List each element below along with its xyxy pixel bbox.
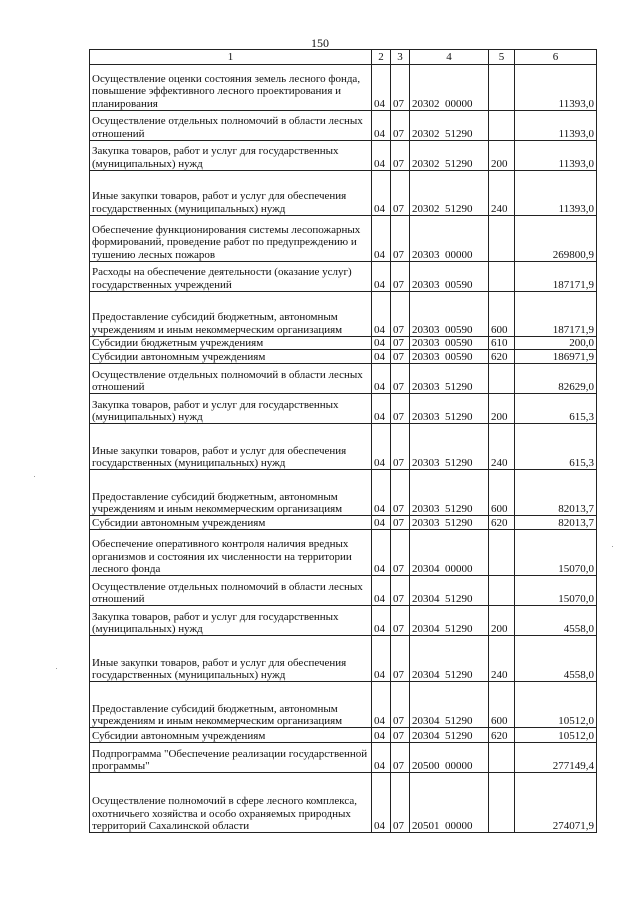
row-section-cell: 04 bbox=[372, 262, 391, 292]
row-section-cell: 04 bbox=[372, 516, 391, 530]
row-subsection-cell: 07 bbox=[391, 65, 410, 111]
row-expense-type-cell: 600 bbox=[489, 292, 515, 337]
row-name-cell: Осуществление отдельных полномочий в области лесных отношений bbox=[90, 364, 372, 394]
row-subsection-cell: 07 bbox=[391, 606, 410, 636]
row-target-code-cell: 20303 00000 bbox=[410, 216, 489, 262]
row-name-cell: Осуществление отдельных полномочий в области лесных отношений bbox=[90, 111, 372, 141]
row-name-cell: Иные закупки товаров, работ и услуг для обеспечения государственных (муниципальных) нужд bbox=[90, 636, 372, 682]
table-row bbox=[90, 141, 597, 171]
row-subsection-cell: 07 bbox=[391, 424, 410, 470]
row-target-code-cell: 20303 00590 bbox=[410, 337, 489, 350]
table-row bbox=[90, 111, 597, 141]
row-amount-cell: 4558,0 bbox=[515, 636, 597, 682]
row-target-code-cell: 20303 51290 bbox=[410, 470, 489, 516]
row-expense-type-cell: 240 bbox=[489, 424, 515, 470]
table-row bbox=[90, 171, 597, 216]
row-name-cell: Предоставление субсидий бюджетным, автономным учреждениям и иным некоммерческим организациям bbox=[90, 682, 372, 728]
column-header: 2 bbox=[372, 50, 391, 65]
row-name-cell: Субсидии бюджетным учреждениям bbox=[90, 337, 372, 350]
row-expense-type-cell bbox=[489, 576, 515, 606]
row-name-cell: Осуществление оценки состояния земель лесного фонда, повышение эффективного лесного проектирования и планирования bbox=[90, 65, 372, 111]
row-expense-type-cell bbox=[489, 743, 515, 773]
row-expense-type-cell: 600 bbox=[489, 682, 515, 728]
row-subsection-cell: 07 bbox=[391, 576, 410, 606]
table-row bbox=[90, 530, 597, 576]
row-amount-cell: 615,3 bbox=[515, 394, 597, 424]
row-subsection-cell: 07 bbox=[391, 292, 410, 337]
row-expense-type-cell: 240 bbox=[489, 171, 515, 216]
row-section-cell: 04 bbox=[372, 292, 391, 337]
row-amount-cell: 11393,0 bbox=[515, 171, 597, 216]
row-name-cell: Предоставление субсидий бюджетным, автономным учреждениям и иным некоммерческим организациям bbox=[90, 470, 372, 516]
row-expense-type-cell: 200 bbox=[489, 606, 515, 636]
row-target-code-cell: 20302 51290 bbox=[410, 111, 489, 141]
column-number-row bbox=[90, 50, 597, 65]
row-subsection-cell: 07 bbox=[391, 728, 410, 743]
table-row bbox=[90, 743, 597, 773]
row-name-cell: Обеспечение оперативного контроля наличия вредных организмов и состояния их численности на территории лесного фонда bbox=[90, 530, 372, 576]
column-header: 4 bbox=[410, 50, 489, 65]
row-subsection-cell: 07 bbox=[391, 262, 410, 292]
row-subsection-cell: 07 bbox=[391, 743, 410, 773]
table-row bbox=[90, 682, 597, 728]
row-target-code-cell: 20302 51290 bbox=[410, 141, 489, 171]
row-section-cell: 04 bbox=[372, 350, 391, 364]
row-subsection-cell: 07 bbox=[391, 530, 410, 576]
row-subsection-cell: 07 bbox=[391, 337, 410, 350]
row-expense-type-cell bbox=[489, 530, 515, 576]
row-target-code-cell: 20303 51290 bbox=[410, 424, 489, 470]
row-section-cell: 04 bbox=[372, 364, 391, 394]
row-expense-type-cell bbox=[489, 364, 515, 394]
row-target-code-cell: 20304 51290 bbox=[410, 682, 489, 728]
row-target-code-cell: 20304 51290 bbox=[410, 576, 489, 606]
row-name-cell: Закупка товаров, работ и услуг для государственных (муниципальных) нужд bbox=[90, 606, 372, 636]
row-name-cell: Субсидии автономным учреждениям bbox=[90, 350, 372, 364]
row-target-code-cell: 20303 51290 bbox=[410, 516, 489, 530]
row-subsection-cell: 07 bbox=[391, 636, 410, 682]
row-subsection-cell: 07 bbox=[391, 111, 410, 141]
row-expense-type-cell bbox=[489, 262, 515, 292]
table-row bbox=[90, 216, 597, 262]
row-target-code-cell: 20304 51290 bbox=[410, 728, 489, 743]
row-target-code-cell: 20500 00000 bbox=[410, 743, 489, 773]
row-name-cell: Расходы на обеспечение деятельности (оказание услуг) государственных учреждений bbox=[90, 262, 372, 292]
row-amount-cell: 11393,0 bbox=[515, 65, 597, 111]
row-subsection-cell: 07 bbox=[391, 773, 410, 833]
row-expense-type-cell: 620 bbox=[489, 350, 515, 364]
table-row bbox=[90, 65, 597, 111]
table-row bbox=[90, 516, 597, 530]
row-section-cell: 04 bbox=[372, 424, 391, 470]
table-body bbox=[90, 50, 597, 833]
row-expense-type-cell bbox=[489, 216, 515, 262]
row-subsection-cell: 07 bbox=[391, 682, 410, 728]
row-subsection-cell: 07 bbox=[391, 216, 410, 262]
row-target-code-cell: 20302 51290 bbox=[410, 171, 489, 216]
row-expense-type-cell: 610 bbox=[489, 337, 515, 350]
column-header: 5 bbox=[489, 50, 515, 65]
row-target-code-cell: 20303 51290 bbox=[410, 364, 489, 394]
row-expense-type-cell bbox=[489, 65, 515, 111]
row-subsection-cell: 07 bbox=[391, 470, 410, 516]
row-expense-type-cell: 620 bbox=[489, 728, 515, 743]
row-amount-cell: 615,3 bbox=[515, 424, 597, 470]
row-amount-cell: 15070,0 bbox=[515, 530, 597, 576]
table-row bbox=[90, 350, 597, 364]
row-amount-cell: 274071,9 bbox=[515, 773, 597, 833]
row-amount-cell: 277149,4 bbox=[515, 743, 597, 773]
table-row bbox=[90, 728, 597, 743]
row-section-cell: 04 bbox=[372, 111, 391, 141]
table-row bbox=[90, 292, 597, 337]
row-name-cell: Закупка товаров, работ и услуг для государственных (муниципальных) нужд bbox=[90, 141, 372, 171]
row-subsection-cell: 07 bbox=[391, 350, 410, 364]
row-section-cell: 04 bbox=[372, 606, 391, 636]
row-section-cell: 04 bbox=[372, 682, 391, 728]
table-row bbox=[90, 606, 597, 636]
row-section-cell: 04 bbox=[372, 636, 391, 682]
row-name-cell: Субсидии автономным учреждениям bbox=[90, 516, 372, 530]
row-name-cell: Подпрограмма "Обеспечение реализации государственной программы" bbox=[90, 743, 372, 773]
row-amount-cell: 186971,9 bbox=[515, 350, 597, 364]
row-target-code-cell: 20304 51290 bbox=[410, 606, 489, 636]
row-subsection-cell: 07 bbox=[391, 141, 410, 171]
row-amount-cell: 10512,0 bbox=[515, 728, 597, 743]
row-expense-type-cell: 600 bbox=[489, 470, 515, 516]
row-amount-cell: 11393,0 bbox=[515, 111, 597, 141]
row-name-cell: Осуществление отдельных полномочий в области лесных отношений bbox=[90, 576, 372, 606]
budget-table bbox=[89, 49, 597, 833]
row-expense-type-cell: 200 bbox=[489, 394, 515, 424]
row-name-cell: Осуществление полномочий в сфере лесного комплекса, охотничьего хозяйства и особо охраняемых природных территорий Сахалинской области bbox=[90, 773, 372, 833]
row-target-code-cell: 20303 00590 bbox=[410, 350, 489, 364]
row-name-cell: Обеспечение функционирования системы лесопожарных формирований, проведение работ по предупреждению и тушению лесных пожаров bbox=[90, 216, 372, 262]
row-section-cell: 04 bbox=[372, 470, 391, 516]
row-target-code-cell: 20304 00000 bbox=[410, 530, 489, 576]
row-subsection-cell: 07 bbox=[391, 171, 410, 216]
row-section-cell: 04 bbox=[372, 773, 391, 833]
row-target-code-cell: 20303 00590 bbox=[410, 292, 489, 337]
row-section-cell: 04 bbox=[372, 141, 391, 171]
row-amount-cell: 187171,9 bbox=[515, 262, 597, 292]
column-header: 3 bbox=[391, 50, 410, 65]
row-section-cell: 04 bbox=[372, 743, 391, 773]
row-section-cell: 04 bbox=[372, 337, 391, 350]
table-row bbox=[90, 576, 597, 606]
row-target-code-cell: 20303 51290 bbox=[410, 394, 489, 424]
row-section-cell: 04 bbox=[372, 394, 391, 424]
row-expense-type-cell: 620 bbox=[489, 516, 515, 530]
row-amount-cell: 82629,0 bbox=[515, 364, 597, 394]
row-target-code-cell: 20501 00000 bbox=[410, 773, 489, 833]
scan-speck bbox=[612, 546, 613, 547]
scan-speck bbox=[56, 668, 57, 669]
row-amount-cell: 4558,0 bbox=[515, 606, 597, 636]
table-row bbox=[90, 773, 597, 833]
row-expense-type-cell bbox=[489, 773, 515, 833]
row-amount-cell: 187171,9 bbox=[515, 292, 597, 337]
row-amount-cell: 82013,7 bbox=[515, 470, 597, 516]
row-section-cell: 04 bbox=[372, 216, 391, 262]
table-row bbox=[90, 636, 597, 682]
row-section-cell: 04 bbox=[372, 576, 391, 606]
table-row bbox=[90, 424, 597, 470]
row-subsection-cell: 07 bbox=[391, 516, 410, 530]
column-header: 6 bbox=[515, 50, 597, 65]
row-amount-cell: 82013,7 bbox=[515, 516, 597, 530]
table-row bbox=[90, 262, 597, 292]
column-header: 1 bbox=[90, 50, 372, 65]
row-expense-type-cell: 200 bbox=[489, 141, 515, 171]
table-row bbox=[90, 337, 597, 350]
scan-speck bbox=[34, 476, 35, 477]
row-expense-type-cell: 240 bbox=[489, 636, 515, 682]
row-amount-cell: 11393,0 bbox=[515, 141, 597, 171]
table-row bbox=[90, 364, 597, 394]
row-subsection-cell: 07 bbox=[391, 394, 410, 424]
row-target-code-cell: 20304 51290 bbox=[410, 636, 489, 682]
row-section-cell: 04 bbox=[372, 530, 391, 576]
row-amount-cell: 15070,0 bbox=[515, 576, 597, 606]
row-name-cell: Предоставление субсидий бюджетным, автономным учреждениям и иным некоммерческим организациям bbox=[90, 292, 372, 337]
row-amount-cell: 269800,9 bbox=[515, 216, 597, 262]
row-amount-cell: 200,0 bbox=[515, 337, 597, 350]
row-expense-type-cell bbox=[489, 111, 515, 141]
row-target-code-cell: 20302 00000 bbox=[410, 65, 489, 111]
row-name-cell: Иные закупки товаров, работ и услуг для обеспечения государственных (муниципальных) нужд bbox=[90, 424, 372, 470]
page-number: 150 bbox=[311, 36, 329, 50]
row-amount-cell: 10512,0 bbox=[515, 682, 597, 728]
row-section-cell: 04 bbox=[372, 728, 391, 743]
row-subsection-cell: 07 bbox=[391, 364, 410, 394]
row-target-code-cell: 20303 00590 bbox=[410, 262, 489, 292]
row-section-cell: 04 bbox=[372, 171, 391, 216]
row-name-cell: Закупка товаров, работ и услуг для государственных (муниципальных) нужд bbox=[90, 394, 372, 424]
row-name-cell: Иные закупки товаров, работ и услуг для обеспечения государственных (муниципальных) нужд bbox=[90, 171, 372, 216]
table-row bbox=[90, 470, 597, 516]
row-name-cell: Субсидии автономным учреждениям bbox=[90, 728, 372, 743]
table-row bbox=[90, 394, 597, 424]
row-section-cell: 04 bbox=[372, 65, 391, 111]
